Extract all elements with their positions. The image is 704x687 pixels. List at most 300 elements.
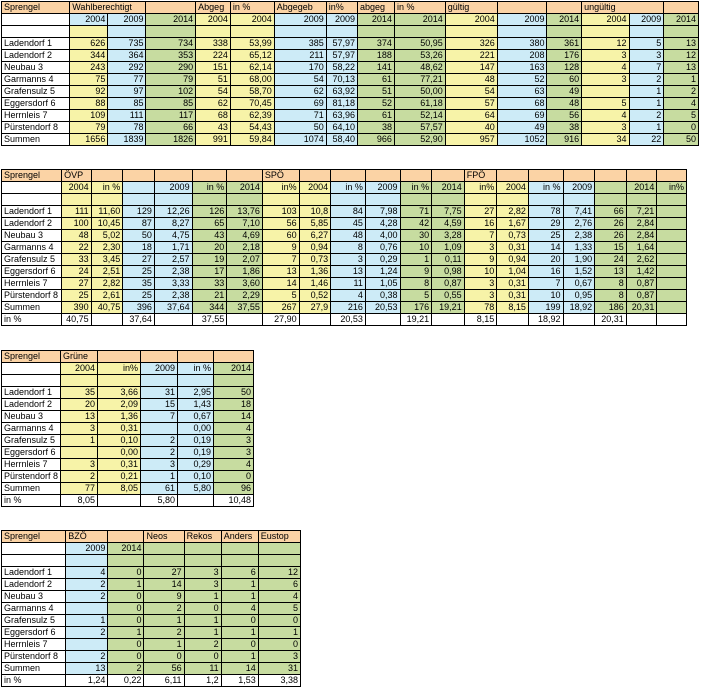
data-cell: 2 xyxy=(66,579,108,591)
header-spoe: SPÖ xyxy=(262,170,299,182)
data-cell: 2,76 xyxy=(563,218,595,230)
data-cell: 2,84 xyxy=(626,218,657,230)
data-cell xyxy=(178,495,214,507)
data-cell: 58,22 xyxy=(326,62,357,74)
data-cell: 7,21 xyxy=(626,206,657,218)
data-cell: 62,14 xyxy=(230,62,274,74)
data-cell: 199 xyxy=(528,302,563,314)
year-header: 2004 xyxy=(61,363,98,375)
spacer-row xyxy=(2,375,254,387)
data-cell: 2 xyxy=(66,651,108,663)
year-header: in % xyxy=(91,182,123,194)
year-header xyxy=(123,182,155,194)
data-cell: 12 xyxy=(664,50,699,62)
data-cell: 1,43 xyxy=(178,399,214,411)
data-cell: 51 xyxy=(357,86,394,98)
data-cell: 37,55 xyxy=(192,314,227,326)
data-cell: 7 xyxy=(464,230,497,242)
spacer-row xyxy=(2,555,301,567)
data-cell: 0,10 xyxy=(178,471,214,483)
data-cell: 2,82 xyxy=(91,278,123,290)
data-cell: 0,31 xyxy=(98,423,141,435)
data-cell: 8,15 xyxy=(464,314,497,326)
row-label: Ladendorf 2 xyxy=(2,399,61,411)
row-label: Herrnleis 7 xyxy=(2,459,61,471)
data-cell: 0,67 xyxy=(178,411,214,423)
data-cell xyxy=(141,423,178,435)
data-cell: 1 xyxy=(221,627,258,639)
data-cell: 1 xyxy=(184,627,221,639)
data-cell xyxy=(365,314,400,326)
data-cell: 126 xyxy=(192,206,227,218)
data-cell: 626 xyxy=(70,38,108,50)
data-cell: 353 xyxy=(146,50,196,62)
table-row xyxy=(2,50,699,62)
header-sprengel: Sprengel xyxy=(2,170,62,182)
row-label: in % xyxy=(2,495,61,507)
spacer-row xyxy=(2,26,699,38)
row-label: Ladendorf 2 xyxy=(2,50,70,62)
row-label: Grafensulz 5 xyxy=(2,615,66,627)
data-cell: 52 xyxy=(357,98,394,110)
data-cell: 224 xyxy=(196,50,231,62)
data-cell: 4 xyxy=(214,423,254,435)
table-row xyxy=(2,266,687,278)
data-cell: 8,05 xyxy=(61,495,98,507)
year-header: 2004 xyxy=(196,14,231,26)
data-cell: 221 xyxy=(445,50,497,62)
data-cell: 25 xyxy=(528,230,563,242)
year-header: in% xyxy=(98,363,141,375)
data-cell: 390 xyxy=(62,302,92,314)
data-cell: 3,33 xyxy=(154,278,192,290)
data-cell: 96 xyxy=(214,483,254,495)
data-cell xyxy=(98,495,141,507)
row-label: Ladendorf 1 xyxy=(2,567,66,579)
data-cell: 50 xyxy=(664,134,699,146)
data-cell xyxy=(154,314,192,326)
data-cell: 2,61 xyxy=(91,290,123,302)
summen-row xyxy=(2,483,254,495)
percent-row xyxy=(2,675,301,687)
data-cell: 1 xyxy=(629,86,664,98)
data-cell: 57,57 xyxy=(394,122,445,134)
data-cell: 10,48 xyxy=(214,495,254,507)
table-row xyxy=(2,278,687,290)
data-cell xyxy=(657,278,687,290)
data-cell: 66 xyxy=(146,122,196,134)
data-cell: 38 xyxy=(547,122,582,134)
data-cell xyxy=(66,639,108,651)
data-cell: 3 xyxy=(464,278,497,290)
data-cell: 54 xyxy=(274,74,326,86)
data-cell: 20,31 xyxy=(595,314,627,326)
data-cell: 48 xyxy=(62,230,92,242)
data-cell: 374 xyxy=(357,38,394,50)
data-cell: 27,9 xyxy=(299,302,331,314)
data-cell: 56 xyxy=(144,663,184,675)
data-cell: 87 xyxy=(123,218,155,230)
year-header: 2009 xyxy=(326,14,357,26)
year-header: 2004 xyxy=(299,182,331,194)
data-cell: 20,31 xyxy=(626,302,657,314)
year-header: 2004 xyxy=(70,14,108,26)
data-cell: 20,53 xyxy=(331,314,366,326)
data-cell: 18 xyxy=(214,399,254,411)
table-row xyxy=(2,122,699,134)
data-cell: 0 xyxy=(108,639,144,651)
data-cell: 14 xyxy=(214,411,254,423)
data-cell: 68 xyxy=(196,110,231,122)
data-cell: 1,52 xyxy=(563,266,595,278)
data-cell: 77 xyxy=(108,74,146,86)
header-oevp: ÖVP xyxy=(62,170,92,182)
data-cell: 0 xyxy=(108,567,144,579)
table-row xyxy=(2,98,699,110)
data-cell: 12,26 xyxy=(154,206,192,218)
header-in-pct: in % xyxy=(230,2,274,14)
data-cell: 0,00 xyxy=(98,447,141,459)
row-label: Grafensulz 5 xyxy=(2,254,62,266)
data-cell: 128 xyxy=(547,62,582,74)
header-blank xyxy=(2,543,66,555)
data-cell: 1 xyxy=(400,254,432,266)
data-cell: 292 xyxy=(108,62,146,74)
data-cell: 61 xyxy=(357,74,394,86)
data-cell: 7,41 xyxy=(563,206,595,218)
data-cell: 290 xyxy=(146,62,196,74)
data-cell: 77 xyxy=(61,483,98,495)
row-label: Eggersdorf 6 xyxy=(2,627,66,639)
data-cell: 35 xyxy=(61,387,98,399)
data-cell: 20 xyxy=(192,242,227,254)
data-cell: 0,67 xyxy=(563,278,595,290)
data-cell: 0,31 xyxy=(497,290,529,302)
data-cell: 4 xyxy=(221,603,258,615)
data-cell: 66 xyxy=(595,206,627,218)
data-cell: 1052 xyxy=(497,134,547,146)
data-cell: 7,10 xyxy=(227,218,263,230)
data-cell: 27 xyxy=(464,206,497,218)
data-cell: 12 xyxy=(582,38,629,50)
row-label: Herrnleis 7 xyxy=(2,110,70,122)
data-cell: 5 xyxy=(582,98,629,110)
year-header: 2014 xyxy=(664,14,699,26)
data-cell: 1 xyxy=(221,579,258,591)
year-header: 2014 xyxy=(547,14,582,26)
data-cell: 2 xyxy=(61,471,98,483)
data-cell: 2,51 xyxy=(91,266,123,278)
data-cell: 40,75 xyxy=(62,314,92,326)
data-cell: 176 xyxy=(400,302,432,314)
data-cell xyxy=(657,218,687,230)
table-row xyxy=(2,411,254,423)
data-cell: 8,05 xyxy=(98,483,141,495)
header-in-pct: in % xyxy=(394,2,445,14)
data-cell: 22 xyxy=(629,134,664,146)
data-cell: 71 xyxy=(274,110,326,122)
data-cell: 0,87 xyxy=(626,278,657,290)
data-cell: 62 xyxy=(274,86,326,98)
data-cell: 364 xyxy=(108,50,146,62)
data-cell: 957 xyxy=(445,134,497,146)
data-cell: 11 xyxy=(331,278,366,290)
data-cell: 21 xyxy=(192,290,227,302)
header-neos: Neos xyxy=(144,531,184,543)
table-parteien-1 xyxy=(1,169,687,326)
data-cell: 2,09 xyxy=(98,399,141,411)
data-cell: 147 xyxy=(445,62,497,74)
data-cell: 11 xyxy=(184,663,221,675)
header-wahlberechtigt: Wahlberechtigt xyxy=(70,2,146,14)
data-cell: 1,67 xyxy=(497,218,529,230)
data-cell: 4 xyxy=(66,567,108,579)
year-header: in % xyxy=(178,363,214,375)
data-cell: 18 xyxy=(123,242,155,254)
header-sprengel: Sprengel xyxy=(2,531,66,543)
data-cell: 18,92 xyxy=(563,302,595,314)
data-cell: 50,00 xyxy=(394,86,445,98)
data-cell: 380 xyxy=(497,38,547,50)
header-abgeg: abgeg xyxy=(357,2,394,14)
data-cell: 57,97 xyxy=(326,50,357,62)
year-header: 2014 xyxy=(214,363,254,375)
data-cell: 8,27 xyxy=(154,218,192,230)
data-cell: 1,09 xyxy=(432,242,465,254)
data-cell: 2,57 xyxy=(154,254,192,266)
data-cell: 111 xyxy=(62,206,92,218)
data-cell: 0,29 xyxy=(365,254,400,266)
row-label: Herrnleis 7 xyxy=(2,639,66,651)
data-cell: 2,62 xyxy=(626,254,657,266)
data-cell xyxy=(299,314,331,326)
data-cell: 2,38 xyxy=(154,266,192,278)
year-header: 2009 xyxy=(66,543,108,555)
data-cell: 117 xyxy=(146,110,196,122)
year-header: 2009 xyxy=(141,363,178,375)
data-cell: 14 xyxy=(144,579,184,591)
year-header: 2004 xyxy=(62,182,92,194)
data-cell: 13,76 xyxy=(227,206,263,218)
data-cell: 1 xyxy=(108,627,144,639)
data-cell: 5 xyxy=(262,290,299,302)
data-cell: 20,53 xyxy=(365,302,400,314)
data-cell: 1 xyxy=(184,591,221,603)
data-cell: 25 xyxy=(62,290,92,302)
data-cell: 27 xyxy=(144,567,184,579)
table-subheader-row xyxy=(2,543,301,555)
data-cell: 3 xyxy=(464,242,497,254)
data-cell: 3,45 xyxy=(91,254,123,266)
data-cell: 18,92 xyxy=(528,314,563,326)
data-cell: 109 xyxy=(70,110,108,122)
data-cell: 966 xyxy=(357,134,394,146)
table-row xyxy=(2,290,687,302)
data-cell: 4,28 xyxy=(365,218,400,230)
data-cell: 40,75 xyxy=(91,302,123,314)
data-cell: 11,60 xyxy=(91,206,123,218)
data-cell: 1 xyxy=(629,98,664,110)
year-header xyxy=(258,543,300,555)
data-cell: 37,64 xyxy=(154,302,192,314)
table-row xyxy=(2,254,687,266)
data-cell: 5 xyxy=(629,38,664,50)
header-gruene: Grüne xyxy=(61,351,98,363)
data-cell: 5,80 xyxy=(141,495,178,507)
year-header: in % xyxy=(192,182,227,194)
data-cell: 78 xyxy=(108,122,146,134)
data-cell: 1,05 xyxy=(365,278,400,290)
year-header: 2004 xyxy=(582,14,629,26)
data-cell: 56 xyxy=(262,218,299,230)
table-row xyxy=(2,639,301,651)
data-cell: 102 xyxy=(146,86,196,98)
data-cell: 1 xyxy=(258,627,300,639)
data-cell: 81,18 xyxy=(326,98,357,110)
header-gueltig: gültig xyxy=(445,2,497,14)
data-cell: 3 xyxy=(184,567,221,579)
row-label: Summen xyxy=(2,302,62,314)
data-cell xyxy=(66,603,108,615)
data-cell: 4 xyxy=(582,62,629,74)
table-header-row xyxy=(2,170,687,182)
data-cell: 34 xyxy=(582,134,629,146)
data-cell: 69 xyxy=(497,110,547,122)
data-cell: 78 xyxy=(464,302,497,314)
data-cell: 100 xyxy=(62,218,92,230)
table-row xyxy=(2,38,699,50)
year-header: 2009 xyxy=(154,182,192,194)
data-cell: 8 xyxy=(331,242,366,254)
data-cell: 1 xyxy=(144,639,184,651)
data-cell: 2,29 xyxy=(227,290,263,302)
data-cell xyxy=(582,86,629,98)
data-cell: 8,15 xyxy=(497,302,529,314)
data-cell: 1 xyxy=(184,615,221,627)
data-cell: 97 xyxy=(108,86,146,98)
data-cell: 2,82 xyxy=(497,206,529,218)
data-cell: 129 xyxy=(123,206,155,218)
data-cell: 735 xyxy=(108,38,146,50)
table-body xyxy=(2,567,301,687)
table-row xyxy=(2,74,699,86)
data-cell: 151 xyxy=(196,62,231,74)
data-cell: 71 xyxy=(400,206,432,218)
data-cell: 24 xyxy=(595,254,627,266)
data-cell: 344 xyxy=(70,50,108,62)
table-header-row xyxy=(2,351,254,363)
data-cell: 1,2 xyxy=(184,675,221,687)
data-cell: 5,85 xyxy=(299,218,331,230)
data-cell: 0 xyxy=(144,651,184,663)
year-header: 2014 xyxy=(394,14,445,26)
data-cell: 26 xyxy=(595,230,627,242)
data-cell: 27,90 xyxy=(262,314,299,326)
data-cell: 1,53 xyxy=(221,675,258,687)
data-cell: 2 xyxy=(629,110,664,122)
data-cell: 10,45 xyxy=(91,218,123,230)
data-cell: 79 xyxy=(70,122,108,134)
data-cell: 0,29 xyxy=(178,459,214,471)
header-in-pct: in% xyxy=(326,2,357,14)
data-cell: 1 xyxy=(141,471,178,483)
year-header: 2009 xyxy=(108,14,146,26)
data-cell: 63,96 xyxy=(326,110,357,122)
data-cell: 0,52 xyxy=(299,290,331,302)
data-cell: 5 xyxy=(400,290,432,302)
data-cell: 20 xyxy=(528,254,563,266)
data-cell: 4 xyxy=(258,591,300,603)
header-abgeg: Abgeg xyxy=(196,2,231,14)
table-row xyxy=(2,471,254,483)
data-cell: 3 xyxy=(582,74,629,86)
row-label: Summen xyxy=(2,663,66,675)
table-header-row xyxy=(2,2,699,14)
data-cell: 45 xyxy=(331,218,366,230)
table-row xyxy=(2,447,254,459)
data-cell: 103 xyxy=(262,206,299,218)
data-cell: 13 xyxy=(664,38,699,50)
row-label: Summen xyxy=(2,483,61,495)
data-cell: 6,11 xyxy=(144,675,184,687)
data-cell: 69 xyxy=(274,98,326,110)
data-cell: 62 xyxy=(196,98,231,110)
data-cell: 0 xyxy=(108,615,144,627)
data-cell: 3,28 xyxy=(432,230,465,242)
data-cell: 326 xyxy=(445,38,497,50)
table-row xyxy=(2,435,254,447)
data-cell: 5 xyxy=(664,110,699,122)
data-cell: 141 xyxy=(357,62,394,74)
data-cell: 61 xyxy=(357,110,394,122)
data-cell: 1,71 xyxy=(154,242,192,254)
data-cell: 48,62 xyxy=(394,62,445,74)
data-cell: 1,04 xyxy=(497,266,529,278)
year-header: 2014 xyxy=(626,182,657,194)
data-cell: 54,43 xyxy=(230,122,274,134)
data-cell: 61,18 xyxy=(394,98,445,110)
data-cell: 84 xyxy=(331,206,366,218)
data-cell: 2 xyxy=(629,74,664,86)
data-cell: 79 xyxy=(146,74,196,86)
table-body xyxy=(2,387,254,507)
data-cell: 48 xyxy=(445,74,497,86)
data-cell: 27 xyxy=(123,254,155,266)
data-cell xyxy=(657,230,687,242)
table-row xyxy=(2,459,254,471)
data-cell xyxy=(432,314,465,326)
data-cell xyxy=(657,314,687,326)
data-cell: 22 xyxy=(62,242,92,254)
data-cell: 734 xyxy=(146,38,196,50)
data-cell: 92 xyxy=(70,86,108,98)
header-eustop: Eustop xyxy=(258,531,300,543)
data-cell: 1,86 xyxy=(227,266,263,278)
data-cell: 7 xyxy=(528,278,563,290)
data-cell: 0,38 xyxy=(365,290,400,302)
data-cell: 3 xyxy=(61,423,98,435)
data-cell: 7 xyxy=(629,62,664,74)
data-cell: 13 xyxy=(331,266,366,278)
data-cell: 64 xyxy=(445,110,497,122)
data-cell xyxy=(497,314,529,326)
data-cell: 3 xyxy=(61,459,98,471)
data-cell: 1 xyxy=(629,122,664,134)
data-cell: 9 xyxy=(262,242,299,254)
data-cell: 0,76 xyxy=(365,242,400,254)
data-cell: 27 xyxy=(62,278,92,290)
header-blank xyxy=(2,363,61,375)
